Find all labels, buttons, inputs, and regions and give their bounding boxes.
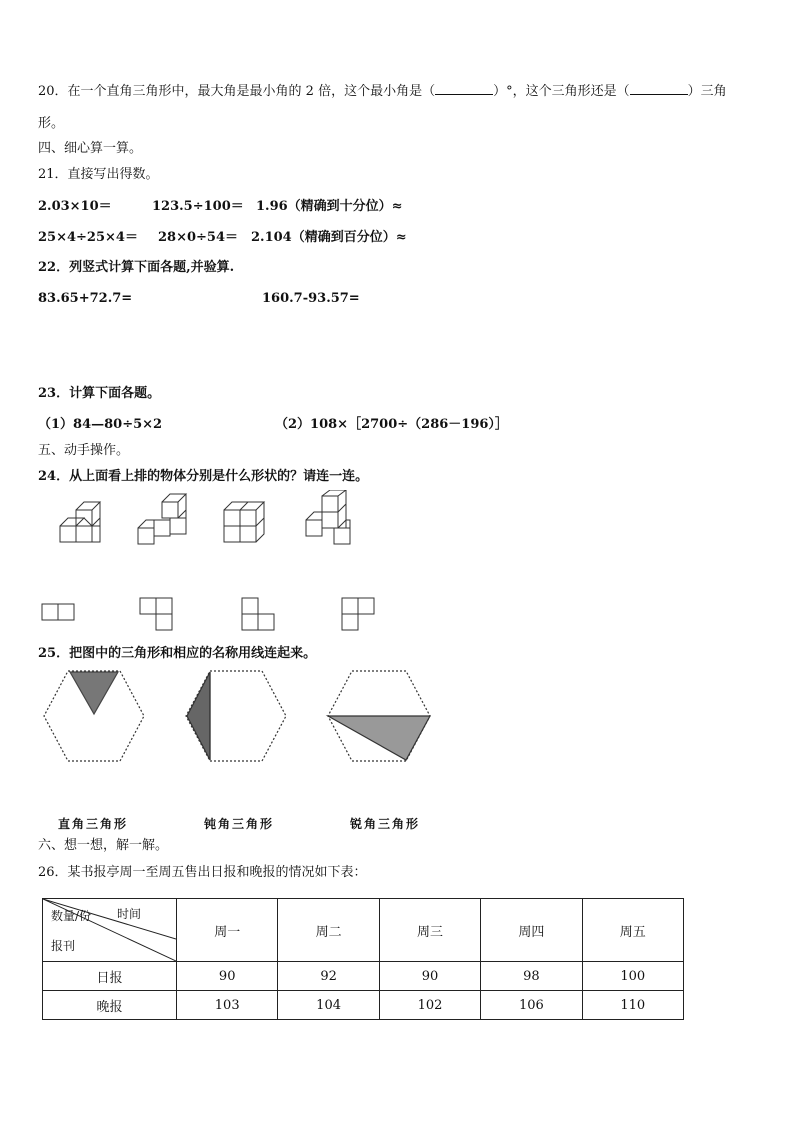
label-acute-triangle[interactable]: 锐角三角形 — [350, 817, 421, 831]
top-view-2 — [140, 598, 172, 630]
corner-label-publication: 报刊 — [51, 939, 76, 953]
table-row — [43, 962, 684, 991]
day-header: 周五 — [582, 899, 683, 962]
corner-label-quantity: 数量/份 — [51, 909, 92, 923]
day-header: 周一 — [177, 899, 278, 962]
top-view-1 — [42, 604, 74, 620]
table-cell: 90 — [379, 962, 480, 991]
row-label-evening: 晚报 — [43, 991, 177, 1020]
section-5-heading: 五、动手操作。 — [38, 443, 130, 458]
table-cell: 106 — [481, 991, 582, 1020]
q24-top-views — [40, 594, 380, 634]
q20-line1 — [38, 82, 727, 101]
table-cell: 100 — [582, 962, 683, 991]
section-6-heading: 六、想一想，解一解。 — [38, 838, 169, 853]
q20-text-c: ）三角 — [687, 84, 727, 99]
q25-title: 25．把图中的三角形和相应的名称用线连起来。 — [38, 646, 317, 661]
sales-table — [42, 898, 684, 1020]
q22-title: 22．列竖式计算下面各题,并验算. — [38, 260, 235, 275]
table-cell: 103 — [177, 991, 278, 1020]
q20-line2: 形。 — [38, 116, 65, 131]
q21-title: 21．直接写出得数。 — [38, 167, 159, 182]
hexagon-3 — [328, 671, 430, 761]
table-cell: 92 — [278, 962, 379, 991]
q26-title: 26．某书报亭周一至周五售出日报和晚报的情况如下表： — [38, 865, 367, 880]
hexagon-1 — [44, 671, 144, 761]
q20-text-b: ）°，这个三角形还是（ — [493, 84, 630, 99]
q21-r1c3: 1.96（精确到十分位）≈ — [256, 199, 403, 214]
table-cell: 102 — [379, 991, 480, 1020]
q23-a: （1）84—80÷5×2 — [38, 417, 163, 432]
table-cell: 90 — [177, 962, 278, 991]
section-4-heading: 四、细心算一算。 — [38, 141, 143, 156]
day-header: 周四 — [481, 899, 582, 962]
q21-r1c1: 2.03×10＝ — [38, 199, 112, 214]
q21-r2c2: 28×0÷54＝ — [158, 230, 239, 245]
q20-blank-1[interactable] — [435, 82, 493, 95]
cube-group-4 — [306, 490, 350, 544]
hexagon-2 — [186, 671, 286, 761]
day-header: 周三 — [379, 899, 480, 962]
table-cell: 98 — [481, 962, 582, 991]
q21-r2c1: 25×4÷25×4＝ — [38, 230, 138, 245]
table-row — [43, 991, 684, 1020]
q21-r1c2: 123.5÷100＝ — [152, 199, 244, 214]
q20-text-a: 20．在一个直角三角形中，最大角是最小角的 2 倍，这个最小角是（ — [38, 84, 436, 99]
q24-cube-figures — [50, 490, 370, 550]
q22-a: 83.65+72.7= — [38, 291, 133, 306]
corner-label-time: 时间 — [117, 907, 142, 921]
top-view-3 — [242, 598, 274, 630]
q23-b: （2）108×［2700÷（286－196）］ — [275, 417, 508, 432]
q23-title: 23．计算下面各题。 — [38, 386, 161, 401]
table-header-row — [43, 899, 684, 962]
label-right-triangle[interactable]: 直角三角形 — [58, 817, 129, 831]
q20-blank-2[interactable] — [630, 82, 688, 95]
cube-group-2 — [138, 494, 186, 544]
label-obtuse-triangle[interactable]: 钝角三角形 — [204, 817, 275, 831]
row-label-daily: 日报 — [43, 962, 177, 991]
q21-r2c3: 2.104（精确到百分位）≈ — [251, 230, 407, 245]
day-header: 周二 — [278, 899, 379, 962]
q22-b: 160.7-93.57= — [262, 291, 360, 306]
table-corner-cell — [43, 899, 177, 962]
top-view-4 — [342, 598, 374, 630]
cube-group-3 — [224, 502, 264, 542]
table-cell: 104 — [278, 991, 379, 1020]
cube-group-1 — [60, 502, 100, 542]
q25-hexagons — [40, 668, 440, 768]
table-cell: 110 — [582, 991, 683, 1020]
q24-title: 24．从上面看上排的物体分别是什么形状的？请连一连。 — [38, 469, 369, 484]
